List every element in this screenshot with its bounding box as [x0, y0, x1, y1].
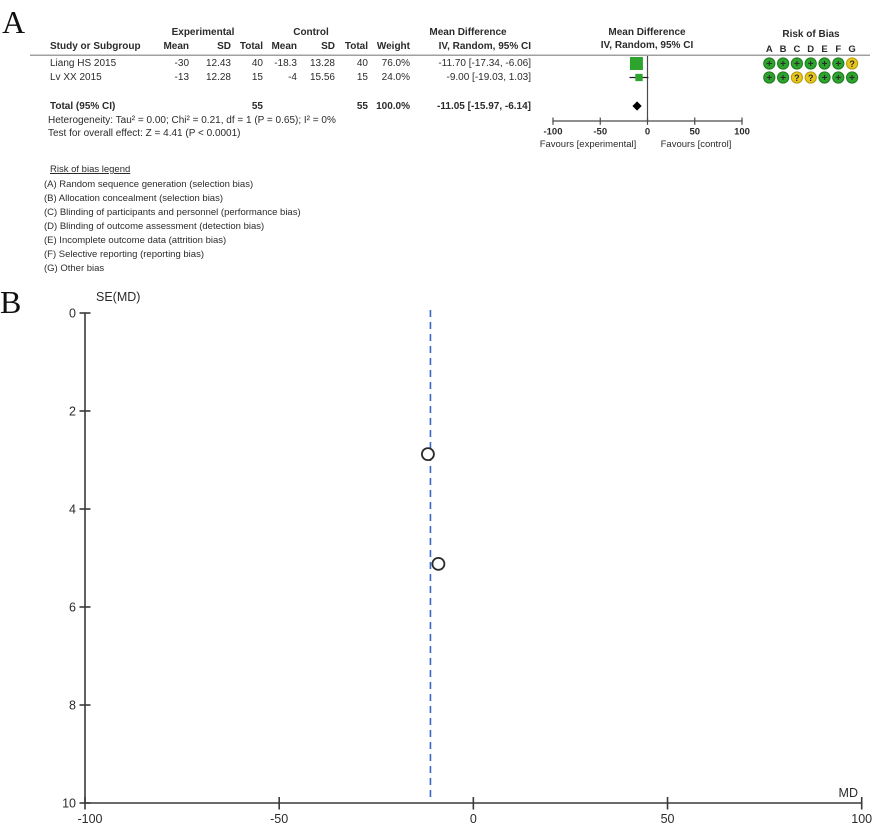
funnel-x-axis-label: MD	[838, 786, 858, 800]
study-row-1-total_e: 15	[251, 72, 263, 83]
forest-x-tick-label: 100	[734, 126, 750, 138]
study-row-1-total_c: 15	[356, 72, 368, 83]
group-header-control: Control	[293, 27, 329, 38]
rob-symbol: +	[780, 72, 787, 84]
funnel-y-tick-label: 4	[69, 502, 76, 517]
heterogeneity-text: Heterogeneity: Tau² = 0.00; Chi² = 0.21, df = 1 (P = 0.65); I² = 0%	[48, 115, 336, 126]
funnel-y-tick-label: 0	[69, 306, 76, 321]
rob-domain-letter: D	[807, 44, 815, 55]
study-row-0-sd_e: 12.43	[205, 58, 231, 69]
funnel-y-axis-label: SE(MD)	[96, 290, 141, 304]
favours-left-label: Favours [experimental]	[539, 139, 637, 150]
column-header-sd_e: SD	[217, 41, 231, 52]
group-header-mean-difference: Mean Difference	[429, 27, 507, 38]
rob-domain-letter: C	[793, 44, 801, 55]
forest-x-tick-label: -100	[543, 126, 563, 138]
overall-effect-text: Test for overall effect: Z = 4.41 (P < 0.0001)	[48, 128, 241, 139]
graph-header-line1: Mean Difference	[608, 27, 686, 38]
funnel-y-tick-label: 6	[69, 600, 76, 615]
study-row-0-weight: 76.0%	[381, 58, 410, 69]
rob-symbol: +	[780, 58, 787, 70]
effect-square	[630, 57, 643, 70]
total-row-total_c: 55	[356, 101, 368, 112]
rob-symbol: +	[807, 58, 814, 70]
effect-square	[635, 74, 642, 81]
column-header-total_c: Total	[344, 41, 368, 52]
study-row-1-weight: 24.0%	[381, 72, 410, 83]
column-header-weight: Weight	[376, 41, 410, 52]
rob-symbol: +	[821, 72, 828, 84]
group-header-experimental: Experimental	[171, 27, 235, 38]
column-header-sd_c: SD	[321, 41, 335, 52]
study-row-0-study: Liang HS 2015	[50, 58, 117, 69]
rob-legend-item: (F) Selective reporting (reporting bias)	[44, 249, 204, 260]
study-row-1-mean_c: -4	[288, 72, 297, 83]
total-row-ci: -11.05 [-15.97, -6.14]	[437, 101, 531, 112]
rob-domain-letter: A	[765, 44, 773, 55]
rob-legend-item: (A) Random sequence generation (selection bias)	[44, 179, 254, 190]
study-row-0-ci: -11.70 [-17.34, -6.06]	[438, 58, 531, 69]
funnel-x-tick-label: -50	[270, 812, 289, 826]
forest-x-tick-label: -50	[593, 126, 608, 138]
funnel-y-tick-label: 2	[69, 404, 76, 419]
rob-domain-letter: F	[835, 44, 842, 55]
funnel-x-tick-label: 50	[660, 812, 675, 826]
column-header-mean_c: Mean	[271, 41, 297, 52]
rob-symbol: ?	[794, 72, 800, 83]
rob-legend-item: (D) Blinding of outcome assessment (detection bias)	[44, 221, 265, 232]
study-row-1-mean_e: -13	[174, 72, 189, 83]
column-header-mean_e: Mean	[163, 41, 189, 52]
study-row-0-mean_e: -30	[174, 58, 189, 69]
rob-symbol: +	[766, 58, 773, 70]
column-header-study: Study or Subgroup	[50, 41, 141, 52]
rob-legend-item: (B) Allocation concealment (selection bias)	[44, 193, 224, 204]
total-row-label: Total (95% CI)	[50, 101, 116, 112]
study-row-1-study: Lv XX 2015	[50, 72, 102, 83]
study-row-1-sd_c: 15.56	[309, 72, 335, 83]
study-row-0-total_e: 40	[251, 58, 263, 69]
column-header-total_e: Total	[239, 41, 263, 52]
total-row-total_e: 55	[251, 101, 263, 112]
rob-legend-item: (G) Other bias	[44, 263, 105, 274]
rob-domain-letter: B	[779, 44, 787, 55]
panel-a-label: A	[2, 4, 26, 40]
rob-domain-letter: E	[821, 44, 828, 55]
study-row-0-total_c: 40	[356, 58, 368, 69]
risk-of-bias-title: Risk of Bias	[782, 29, 840, 40]
total-diamond	[632, 101, 641, 110]
rob-symbol: +	[821, 58, 828, 70]
study-row-1-sd_e: 12.28	[205, 72, 231, 83]
rob-symbol: +	[835, 58, 842, 70]
funnel-x-tick-label: 0	[469, 812, 477, 826]
funnel-plot	[0, 280, 886, 831]
rob-legend-item: (C) Blinding of participants and personnel (performance bias)	[44, 207, 301, 218]
rob-symbol: +	[849, 72, 856, 84]
forest-x-tick-label: 50	[689, 126, 701, 138]
study-row-0-mean_c: -18.3	[274, 58, 297, 69]
rob-symbol: +	[766, 72, 773, 84]
rob-symbol: ?	[807, 72, 814, 83]
rob-legend-title: Risk of bias legend	[50, 164, 131, 175]
rob-symbol: ?	[849, 58, 855, 69]
favours-right-label: Favours [control]	[660, 139, 732, 150]
funnel-x-tick-label: -100	[77, 812, 103, 826]
funnel-y-tick-label: 10	[62, 796, 76, 811]
rob-symbol: +	[835, 72, 842, 84]
funnel-study-point	[422, 448, 434, 460]
panel-b-label: B	[0, 284, 22, 320]
column-header-ci: IV, Random, 95% CI	[438, 41, 531, 52]
funnel-y-tick-label: 8	[69, 698, 76, 713]
funnel-study-point	[432, 558, 444, 570]
rob-legend-item: (E) Incomplete outcome data (attrition bias)	[44, 235, 227, 246]
forest-x-tick-label: 0	[644, 126, 651, 138]
graph-header-line2: IV, Random, 95% CI	[600, 40, 694, 51]
rob-symbol: +	[793, 58, 800, 70]
rob-domain-letter: G	[848, 44, 856, 55]
total-row-weight: 100.0%	[376, 101, 410, 112]
study-row-1-ci: -9.00 [-19.03, 1.03]	[446, 72, 531, 83]
study-row-0-sd_c: 13.28	[309, 58, 335, 69]
funnel-x-tick-label: 100	[851, 812, 873, 826]
